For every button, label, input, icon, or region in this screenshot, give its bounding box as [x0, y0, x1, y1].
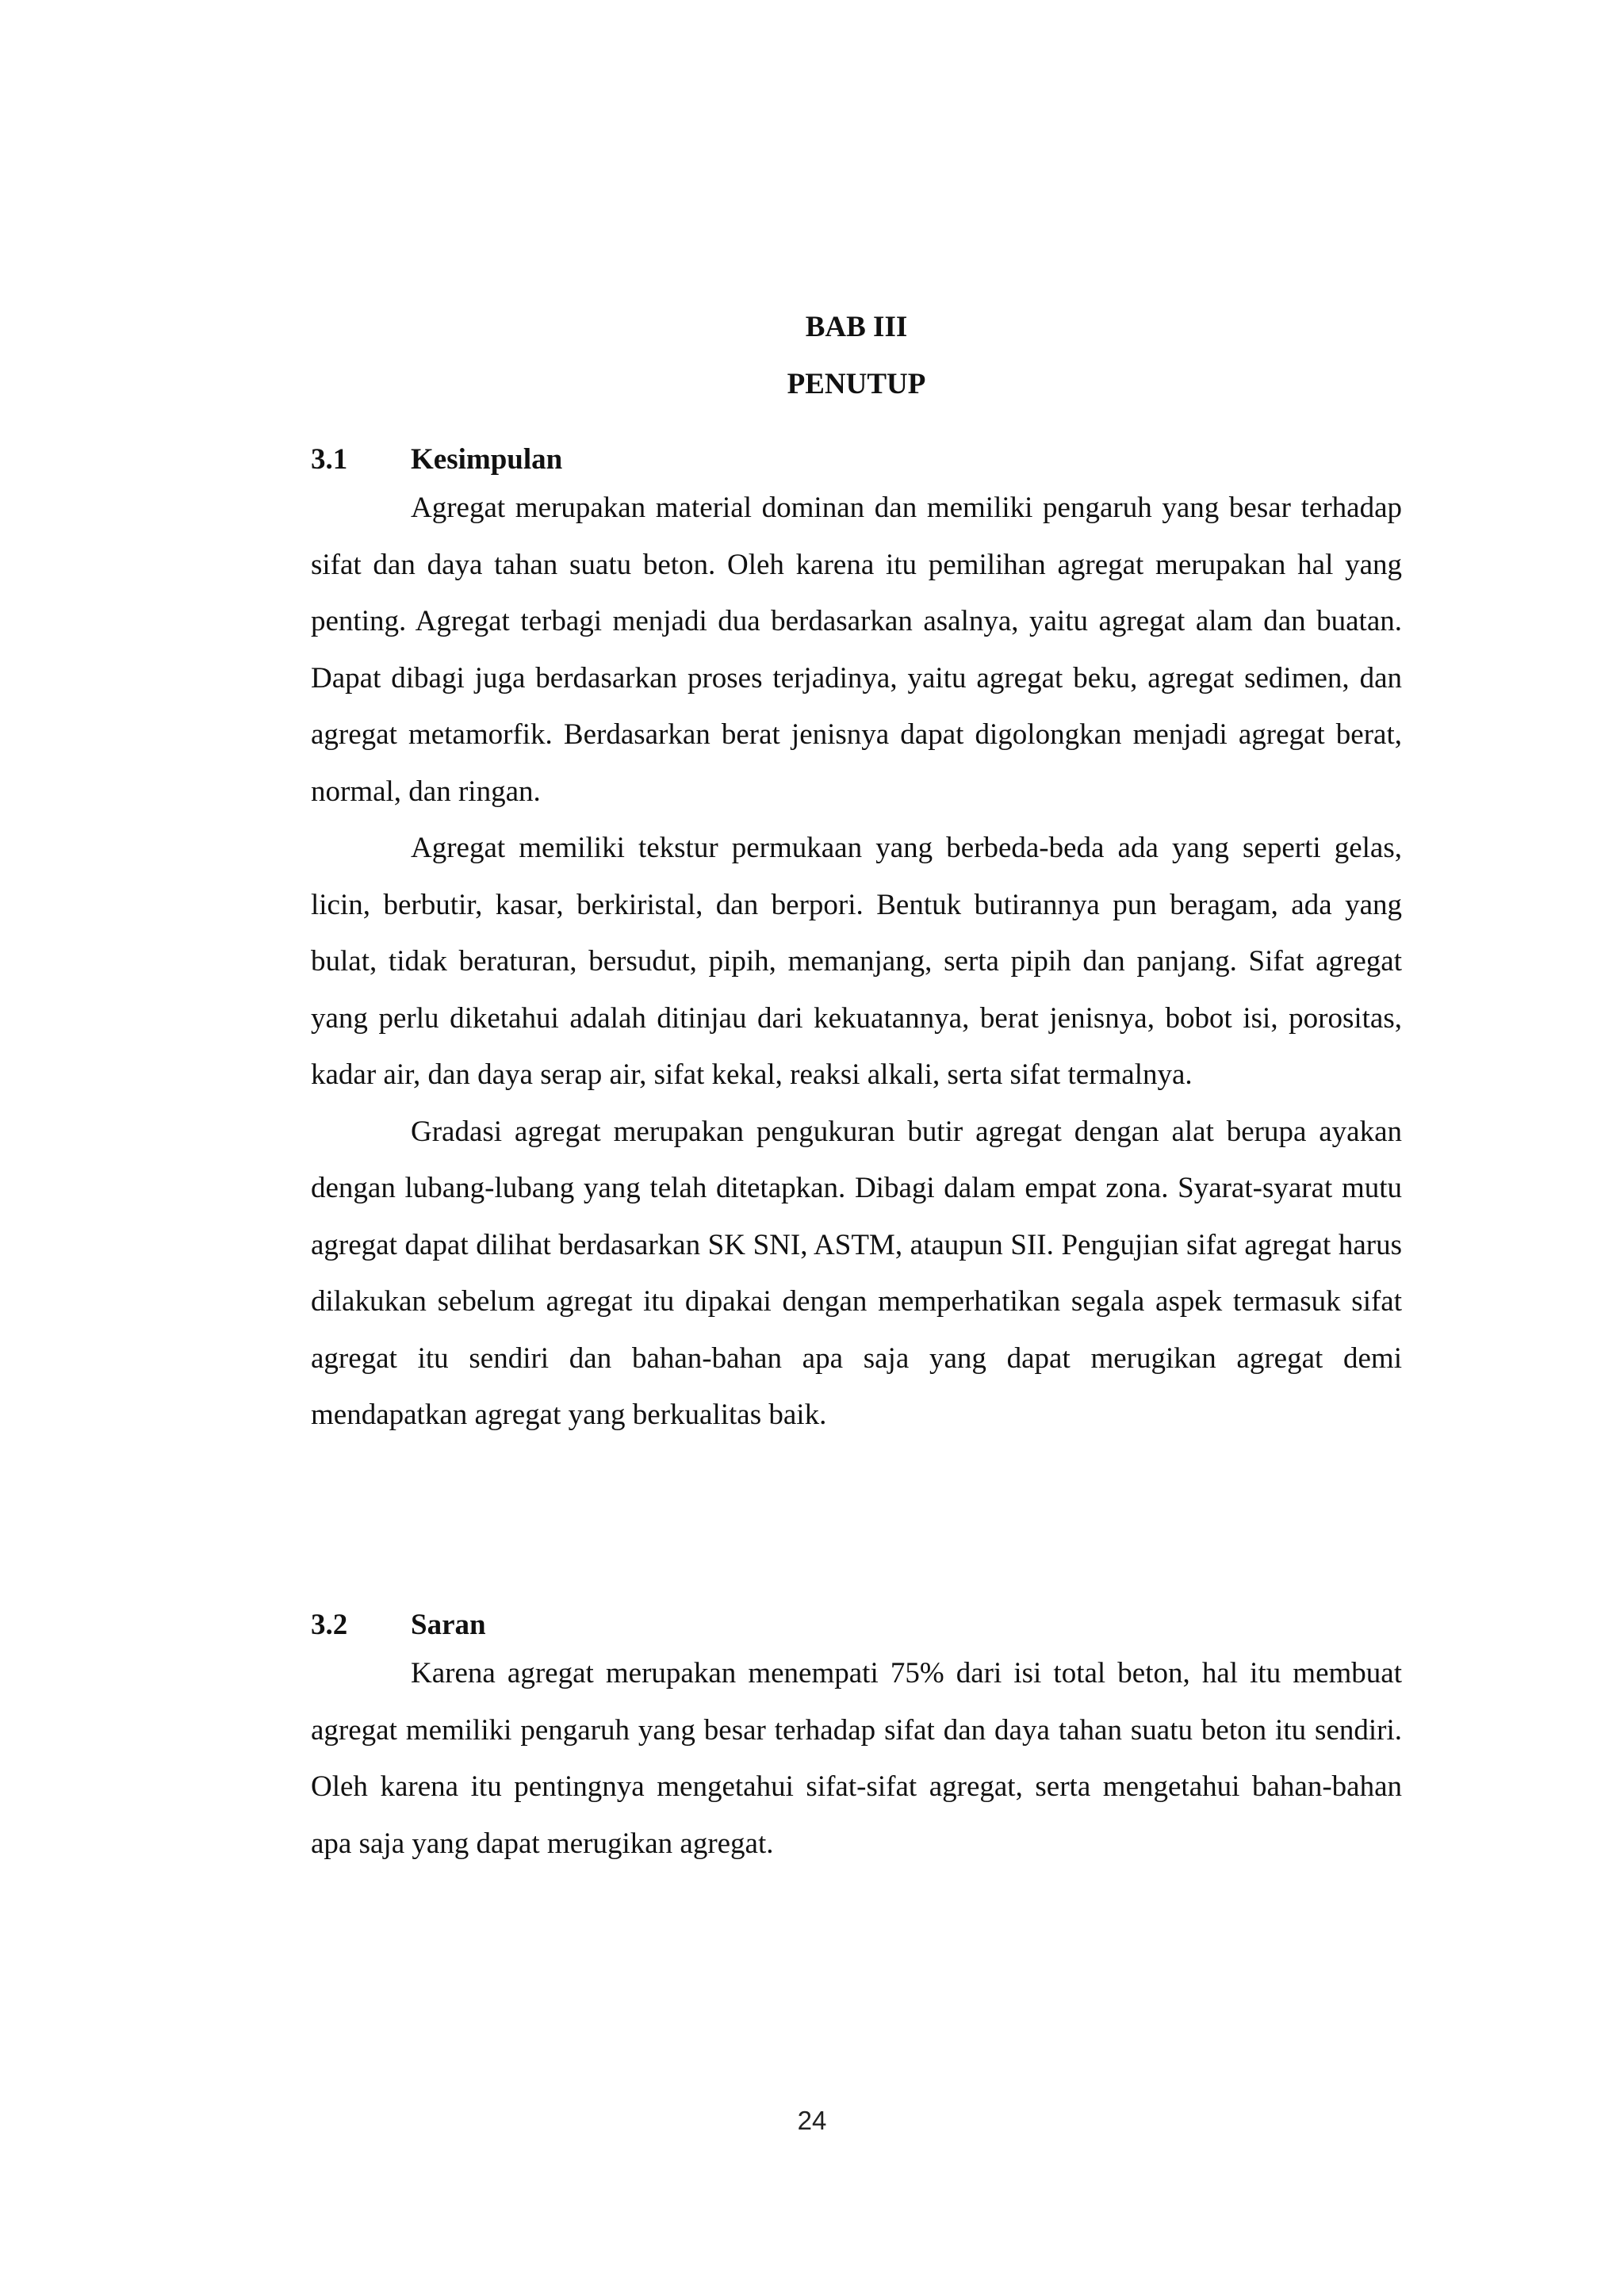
section-heading	[311, 1605, 1402, 1645]
section-title: Saran	[411, 1609, 486, 1641]
paragraph: Karena agregat merupakan menempati 75% dari isi total beton, hal itu membuat agregat memiliki pengaruh yang besar terhadap sifat dan daya tahan suatu beton itu sendiri. Oleh karena itu pentingnya mengetahui sifat-sifat agregat, serta mengetahui bahan-bahan apa saja yang dapat merugikan agregat.	[311, 1657, 1402, 1860]
section-title: Kesimpulan	[411, 443, 563, 476]
section-saran	[311, 1605, 1402, 1872]
section-heading	[311, 440, 1402, 480]
chapter-label: BAB III	[805, 311, 908, 343]
section-number: 3.1	[311, 443, 348, 476]
chapter-title: PENUTUP	[787, 368, 926, 400]
page-number: 24	[797, 2106, 827, 2135]
paragraph: Agregat merupakan material dominan dan memiliki pengaruh yang besar terhadap sifat dan daya tahan suatu beton. Oleh karena itu pemilihan agregat merupakan hal yang penting. Agregat terbagi menjadi dua berdasarkan asalnya, yaitu agregat alam dan buatan. Dapat dibagi juga berdasarkan proses terjadinya, yaitu agregat beku, agregat sedimen, dan agregat metamorfik. Berdasarkan berat jenisnya dapat digolongkan menjadi agregat berat, normal, dan ringan.	[311, 492, 1402, 808]
paragraph: Agregat memiliki tekstur permukaan yang berbeda-beda ada yang seperti gelas, licin, berbutir, kasar, berkiristal, dan berpori. Bentuk butirannya pun beragam, ada yang bulat, tidak beraturan, bersudut, pipih, memanjang, serta pipih dan panjang. Sifat agregat yang perlu diketahui adalah ditinjau dari kekuatannya, berat jenisnya, bobot isi, porositas, kadar air, dan daya serap air, sifat kekal, reaksi alkali, serta sifat termalnya.	[311, 832, 1402, 1091]
section-number: 3.2	[311, 1609, 348, 1641]
paragraph: Gradasi agregat merupakan pengukuran butir agregat dengan alat berupa ayakan dengan lubang-lubang yang telah ditetapkan. Dibagi dalam empat zona. Syarat-syarat mutu agregat dapat dilihat berdasarkan SK SNI, ASTM, ataupun SII. Pengujian sifat agregat harus dilakukan sebelum agregat itu dipakai dengan memperhatikan segala aspek termasuk sifat agregat itu sendiri dan bahan-bahan apa saja yang dapat merugikan agregat demi mendapatkan agregat yang berkualitas baik.	[311, 1115, 1402, 1431]
section-kesimpulan	[311, 440, 1402, 1444]
